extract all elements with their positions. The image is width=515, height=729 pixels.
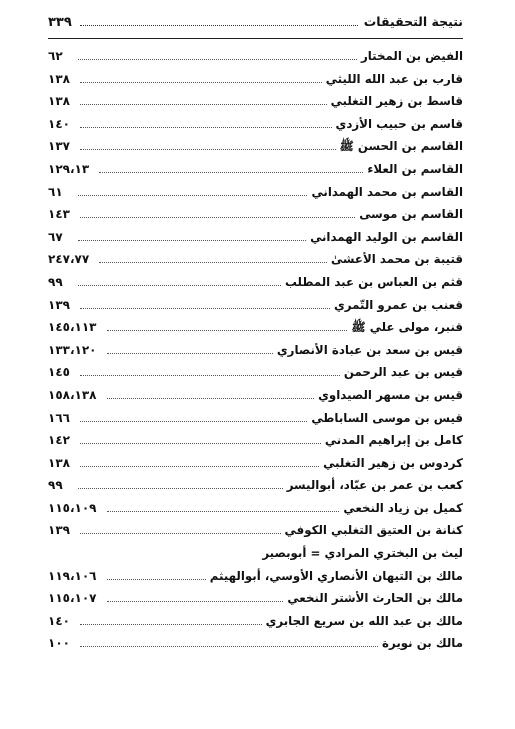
entry-leader-dots — [78, 58, 357, 60]
index-entry — [48, 94, 463, 117]
entry-page-numbers: ١٣٩ — [48, 523, 70, 538]
entry-page-numbers: ١١٩،١٠٦ — [48, 568, 97, 583]
entry-page-numbers: ٦٧ — [48, 229, 63, 244]
index-entry — [48, 591, 463, 614]
index-entry — [48, 117, 463, 140]
index-entry — [48, 411, 463, 434]
entry-name: كميل بن زياد النخعي — [343, 500, 463, 515]
entry-leader-dots — [107, 600, 284, 602]
entry-leader-dots — [80, 148, 336, 150]
header-leader-dots — [80, 24, 358, 26]
entry-page-numbers: ٦١ — [48, 184, 63, 199]
entry-page-numbers: ١٣٧ — [48, 139, 70, 154]
entry-name: كنانة بن العتيق التغلبي الكوفي — [284, 523, 463, 538]
entry-name: مالك بن الحارث الأشتر النخعي — [287, 591, 463, 606]
entry-page-numbers: ١٢٩،١٣ — [48, 161, 90, 176]
entry-name: مالك بن نويرة — [382, 636, 463, 651]
index-entry — [48, 501, 463, 524]
index-entry — [48, 185, 463, 208]
entry-leader-dots — [107, 578, 206, 580]
index-entry — [48, 49, 463, 72]
entry-name: قاسط بن زهير التغلبي — [330, 94, 463, 109]
entry-page-numbers: ١٤٢ — [48, 433, 70, 448]
entry-name: مالك بن التيهان الأنصاري الأوسي، أبوالهيثم — [209, 568, 463, 583]
entry-leader-dots — [78, 194, 307, 196]
index-entry — [48, 614, 463, 637]
entry-leader-dots — [78, 487, 283, 489]
entry-page-numbers: ١٣٨ — [48, 94, 70, 109]
entry-leader-dots — [107, 352, 273, 354]
index-entry — [48, 456, 463, 479]
index-entry — [48, 546, 463, 569]
entry-page-numbers: ١٣٨ — [48, 455, 70, 470]
entry-name: القاسم بن العلاء — [367, 161, 463, 176]
entry-name: الفيض بن المختار — [360, 49, 463, 63]
entry-leader-dots — [80, 374, 340, 376]
entry-page-numbers: ١١٥،١٠٧ — [48, 591, 97, 606]
running-header — [48, 14, 463, 36]
index-page — [48, 14, 463, 659]
entry-page-numbers: ١٣٨ — [48, 71, 70, 86]
entry-name: قتيبة بن محمد الأعشىٰ — [330, 252, 463, 267]
entry-name: قارب بن عبد الله الليثي — [325, 71, 463, 86]
entry-name: قثم بن العباس بن عبد المطلب — [285, 274, 463, 289]
index-entry — [48, 162, 463, 185]
entry-leader-dots — [80, 216, 355, 218]
entry-page-numbers: ١٥٨،١٣٨ — [48, 387, 97, 402]
entry-name: قيس بن عبد الرحمن — [343, 365, 463, 380]
header-title: نتيجة التحقيقات — [363, 14, 463, 29]
entry-name: قيس بن سعد بن عبادة الأنصاري — [276, 342, 463, 357]
entry-leader-dots — [78, 239, 306, 241]
entry-name: القاسم بن الحسن ﷺ — [339, 139, 463, 154]
index-entry — [48, 72, 463, 95]
index-entry — [48, 343, 463, 366]
index-entry — [48, 230, 463, 253]
entry-page-numbers: ١١٥،١٠٩ — [48, 500, 97, 515]
header-rule — [48, 38, 463, 39]
entry-page-numbers: ١٤٥،١١٣ — [48, 320, 97, 335]
entry-leader-dots — [99, 171, 363, 173]
entry-page-numbers: ١٠٠ — [48, 636, 70, 651]
index-entry — [48, 388, 463, 411]
index-entries — [48, 49, 463, 659]
entry-leader-dots — [80, 465, 319, 467]
index-entry — [48, 478, 463, 501]
index-entry — [48, 275, 463, 298]
index-entry — [48, 569, 463, 592]
entry-name: قعنب بن عمرو التّمري — [333, 297, 463, 312]
entry-leader-dots — [107, 510, 340, 512]
entry-leader-dots — [80, 623, 262, 625]
entry-name: قاسم بن حبيب الأزدي — [335, 116, 463, 131]
entry-name: مالك بن عبد الله بن سريع الجابري — [265, 613, 463, 628]
header-page-number: ٣٣٩ — [48, 15, 72, 30]
entry-page-numbers: ٦٢ — [48, 49, 63, 63]
entry-name: قيس بن مسهر الصيداوي — [318, 387, 463, 402]
entry-page-numbers: ١٤٠ — [48, 613, 70, 628]
entry-page-numbers: ١٤٠ — [48, 116, 70, 131]
entry-page-numbers: ٩٩ — [48, 478, 63, 493]
entry-leader-dots — [78, 284, 281, 286]
index-entry — [48, 252, 463, 275]
entry-name: القاسم بن الوليد الهمداني — [310, 229, 463, 244]
entry-page-numbers: ١٤٣ — [48, 207, 70, 222]
entry-leader-dots — [80, 81, 322, 83]
entry-name: كردوس بن زهير التغلبي — [323, 455, 463, 470]
entry-name: كعب بن عمر بن عبّاد، أبواليسر — [286, 478, 463, 493]
entry-leader-dots — [80, 103, 327, 105]
index-entry — [48, 523, 463, 546]
entry-page-numbers: ١٣٩ — [48, 297, 70, 312]
entry-name: قنبر، مولى علي ﷺ — [351, 320, 463, 335]
entry-leader-dots — [107, 329, 348, 331]
entry-name: قيس بن موسى الساباطي — [311, 410, 463, 425]
entry-page-numbers: ١٦٦ — [48, 410, 70, 425]
index-entry — [48, 365, 463, 388]
entry-leader-dots — [80, 532, 281, 534]
entry-leader-dots — [80, 307, 330, 309]
index-entry — [48, 207, 463, 230]
index-entry — [48, 636, 463, 659]
entry-page-numbers: ٢٤٧،٧٧ — [48, 252, 90, 267]
entry-leader-dots — [80, 126, 332, 128]
entry-page-numbers: ١٣٣،١٢٠ — [48, 342, 97, 357]
entry-name: كامل بن إبراهيم المدني — [324, 433, 463, 448]
entry-leader-dots — [99, 261, 327, 263]
entry-name: ليث بن البختري المرادي = أبوبصير — [262, 546, 463, 561]
entry-name: القاسم بن محمد الهمداني — [311, 184, 463, 199]
entry-leader-dots — [107, 397, 315, 399]
entry-leader-dots — [80, 420, 307, 422]
index-entry — [48, 139, 463, 162]
entry-leader-dots — [80, 645, 378, 647]
index-entry — [48, 320, 463, 343]
entry-name: القاسم بن موسى — [359, 207, 463, 222]
entry-page-numbers: ١٤٥ — [48, 365, 70, 380]
entry-leader-dots — [80, 442, 321, 444]
index-entry — [48, 433, 463, 456]
index-entry — [48, 298, 463, 321]
entry-page-numbers: ٩٩ — [48, 274, 63, 289]
